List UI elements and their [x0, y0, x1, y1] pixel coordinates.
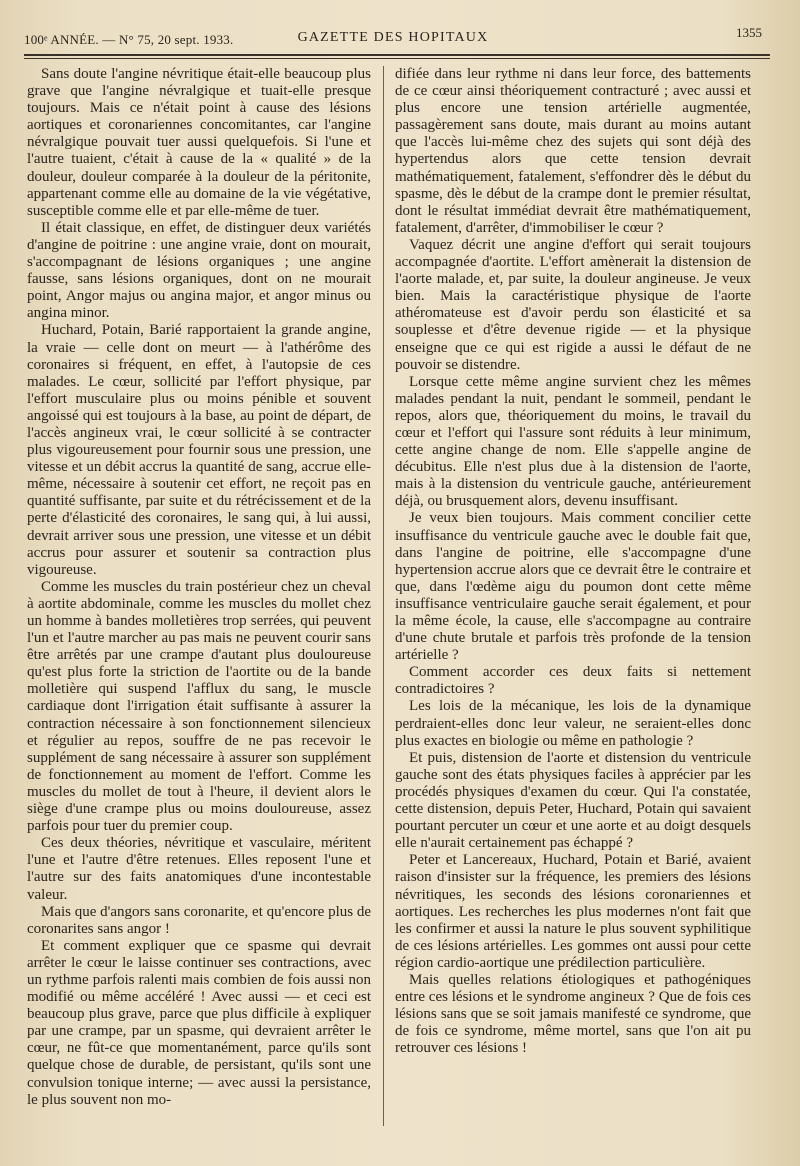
paragraph: Mais que d'angors sans coronarite, et qu'encore plus de coronarites sans angor ! — [27, 903, 371, 937]
issue-info: 100ᵉ ANNÉE. — N° 75, 20 sept. 1933. — [24, 32, 234, 47]
header-rule-thick — [24, 54, 770, 56]
paragraph: Il était classique, en effet, de distinguer deux variétés d'angine de poitrine : une angine vraie, dont on mourait, s'accompagnant de lésions organiques ; une angine fausse, sans lésions organiques, dont on ne mourait point, Angor majus ou angina major, et angor minus ou angina minor. — [27, 219, 371, 322]
paragraph: Huchard, Potain, Barié rapportaient la grande angine, la vraie — celle dont on meurt — à l'athérôme des coronaires si fréquent, en effet, à l'autopsie de ces malades. Le cœur, sollicité par l'effort physique, par l'effort musculaire plus ou moins pénible et souvent angoissé qui est toujours à la base, au point de départ, de l'accès angineux vrai, le cœur sollicité à se contracter plus vigoureusement pour fournir sous une pression, une vitesse et un débit accrus la quantité de sang, accrue elle-même, nécessaire à soutenir cet effort, ne reçoit pas en quantité suffisante, par suite et du rétrécissement et de la perte d'élasticité des coronaires, le sang qui, à lui aussi, devrait arriver sous une pression, une vitesse et un débit accrus pour assurer et soutenir sa contraction plus vigoureuse. — [27, 322, 371, 578]
paragraph: Comment accorder ces deux faits si nettement contradictoires ? — [395, 664, 751, 698]
left-column — [27, 66, 371, 1109]
paragraph: Et comment expliquer que ce spasme qui devrait arrêter le cœur le laisse continuer ses contractions, avec un rythme parfois ralenti mais combien de fois aussi non modifié ou même accéléré ! Avec aussi — et ceci est beaucoup plus grave, parce que plus difficile à expliquer par une crampe, par un spasme, qui devraient arrêter le cœur, ne fût-ce que momentanément, parce qu'ils sont quelque chose de durable, de persistant, qu'ils sont une convulsion tonique interne; — avec aussi la persistance, le plus souvent non mo- — [27, 937, 371, 1108]
journal-title: GAZETTE DES HOPITAUX — [297, 30, 489, 45]
paragraph: Vaquez décrit une angine d'effort qui serait toujours accompagnée d'aortite. L'effort amènerait la distension de l'aorte malade, et, par suite, la douleur angineuse. Je veux bien. Mais la caractéristique physique de l'aorte athéromateuse est d'avoir perdu son élasticité et sa souplesse et d'être devenue rigide — et la physique enseigne que ce qui est rigide a aussi le défaut de ne pouvoir se distendre. — [395, 236, 751, 373]
paragraph: Peter et Lancereaux, Huchard, Potain et Barié, avaient raison d'insister sur la fréquence, les premiers des lésions névritiques, les seconds des lésions coronariennes et aortiques. Les recherches les plus modernes n'ont fait que les confirmer et aussi la nature le plus souvent syphilitique de ces lésions artérielles. Les gommes ont aussi pour cette région cardio-aortique une prédilection particulière. — [395, 852, 751, 971]
column-divider — [383, 66, 384, 1126]
page-number: 1355 — [736, 25, 762, 40]
right-column — [395, 66, 751, 1057]
paragraph: Comme les muscles du train postérieur chez un cheval à aortite abdominale, comme les muscles du mollet chez un homme à bandes molletières trop serrées, qui peuvent l'un et l'autre marcher au pas mais ne peuvent courir sans être arrêtés par une crampe d'autant plus douloureuse qu'est plus forte la striction de l'aortite ou de la bande molletière qui suspend l'afflux du sang, le muscle cardiaque dont l'irrigation était suffisante à assurer la contraction nécessaire à son fonctionnement silencieux et régulier au repos, souffre de ne pas recevoir le supplément de sang nécessaire à assurer son supplément de fonctionnement au moment de l'effort. Comme les muscles du mollet de tout à l'heure, il devient alors le siège d'une crampe plus ou moins douloureuse, assez parfois pour tuer du premier coup. — [27, 578, 371, 835]
paragraph: Et puis, distension de l'aorte et distension du ventricule gauche sont des états physiques faciles à apprécier par les procédés physiques d'examen du cœur. Qui l'a constatée, cette distension, depuis Peter, Huchard, Potain qui savaient pourtant percuter un cœur et une aorte et au doigt desquels elle n'aurait certainement pas échappé ? — [395, 749, 751, 852]
page-header — [24, 22, 762, 50]
paragraph: difiée dans leur rythme ni dans leur force, des battements de ce cœur ainsi théoriquement contracturé ; avec aussi et plus encore une tension artérielle augmentée, passagèrement sans doute, mais durant au moins autant que l'accès lui-même chez des sujets qui sont déjà des hypertendus alors que cette tension devrait mathématiquement, fatalement, s'effondrer dès le début du spasme, dès le début de la crampe dont le premier résultat, dont le résultat immédiat devrait être mathématiquement, fatalement, d'arrêter, d'immobiliser le cœur ? — [395, 66, 751, 236]
paragraph: Sans doute l'angine névritique était-elle beaucoup plus grave que l'angine névralgique et tuait-elle presque toujours. Mais ce n'était point à cause des lésions aortiques et coronariennes concomitantes, car l'angine névralgique pouvait tuer aussi quelquefois. Si l'une et l'autre tuaient, c'était à cause de la « qualité » de la douleur, douleur comparée à la douleur de la péritonite, appartenant comme elle au domaine de la vie végétative, susceptible comme elle et par elle-même de tuer. — [27, 66, 371, 219]
paragraph: Lorsque cette même angine survient chez les mêmes malades pendant la nuit, pendant le sommeil, pendant le repos, alors que, théoriquement du moins, le travail du cœur et l'effort qui l'assure sont réduits à leur minimum, cette angine change de nom. Elle s'appelle angine de décubitus. Elle n'est plus due à la distension de l'aorte, mais à la distension du ventricule gauche, antérieurement déjà, ou brusquement alors, devenu insuffisant. — [395, 373, 751, 510]
paragraph: Les lois de la mécanique, les lois de la dynamique perdraient-elles donc leur valeur, ne seraient-elles donc plus exactes en biologie ou même en pathologie ? — [395, 698, 751, 749]
paragraph: Ces deux théories, névritique et vasculaire, méritent l'une et l'autre d'être retenues. Elles reposent l'une et l'autre sur des faits anatomiques d'une incontestable valeur. — [27, 835, 371, 903]
header-rule-thin — [24, 58, 770, 59]
paragraph: Je veux bien toujours. Mais comment concilier cette insuffisance du ventricule gauche avec le double fait que, dans l'angine de poitrine, elle s'accompagne d'une hypertension accrue alors que ce devrait être le contraire et que, dans l'œdème aigu du poumon dont cette même insuffisance ventriculaire gauche serait également, et pour la même école, la cause, elle s'accompagne au contraire d'une chute brutale et parfois très profonde de la tension artérielle ? — [395, 510, 751, 664]
paragraph: Mais quelles relations étiologiques et pathogéniques entre ces lésions et le syndrome angineux ? Que de fois ces lésions sans que se soit jamais manifesté ce syndrome, que de fois ce syndrome, même mortel, sans que l'on ait pu retrouver ces lésions ! — [395, 971, 751, 1057]
